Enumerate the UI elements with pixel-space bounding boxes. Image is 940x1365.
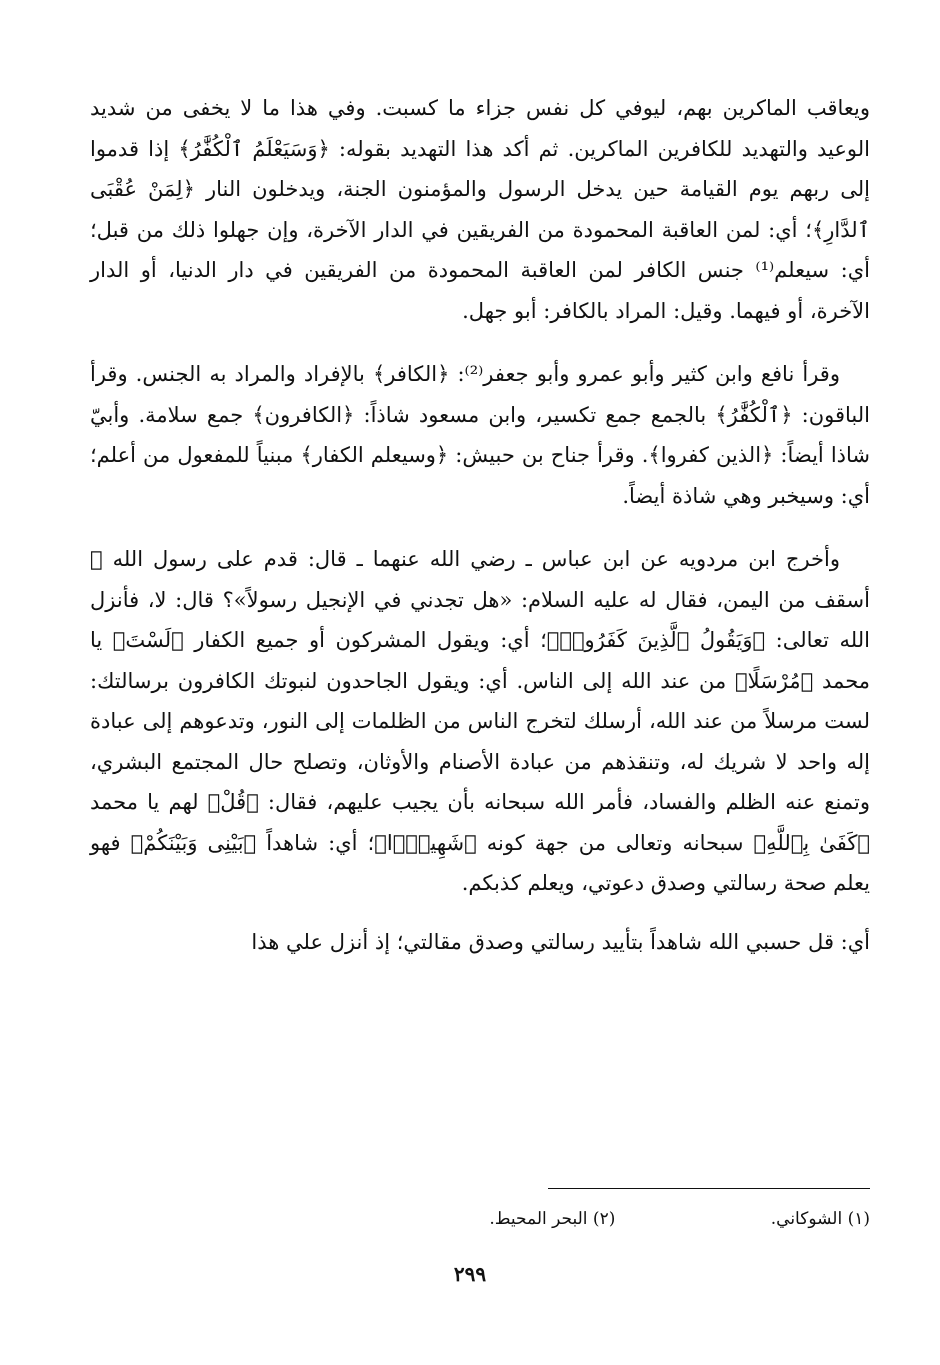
page-number: ٢٩٩ bbox=[453, 1262, 487, 1286]
footnote-1: (١) الشوكاني. bbox=[770, 1209, 870, 1229]
paragraph-4: أي: قل حسبي الله شاهداً بتأييد رسالتي وصدق مقالتي؛ إذ أنزل علي هذا bbox=[251, 929, 870, 954]
paragraph-2: وقرأ نافع وابن كثير وأبو عمرو وأبو جعفر⁽²⁾: ﴿الكافر﴾ بالإفراد والمراد به الجنس. وقرأ الباقون: ﴿ٱلْكُفَّٰرُ﴾ بالجمع جمع تكسير، وابن مسعود شاذاً: ﴿الكافرون﴾ جمع سلامة. وأبيّ شاذا أيضاً: ﴿الذين كفروا﴾. وقرأ جناح بن حبيش: ﴿وسيعلم الكفار﴾ مبنياً للمفعول من أعلم؛ أي: وسيخبر وهي شاذة أيضاً. bbox=[90, 362, 870, 508]
paragraph-1: ويعاقب الماكرين بهم، ليوفي كل نفس جزاء ما كسبت. وفي هذا ما لا يخفى من شديد الوعيد والتهديد للكافرين الماكرين. ثم أكد هذا التهديد بقوله: ﴿وَسَيَعْلَمُ ٱلْكُفَّٰرُ﴾ إذا قدموا إلى ربهم يوم القيامة حين يدخل الرسول والمؤمنون الجنة، ويدخلون النار ﴿لِمَنْ عُقْبَى ٱلدَّارِ﴾؛ أي: لمن العاقبة المحمودة من الفريقين في الدار الآخرة، وإن جهلوا ذلك من قبل؛ أي: سيعلم⁽¹⁾ جنس الكافر لمن العاقبة المحمودة من الفريقين في دار الدنيا، أو الدار الآخرة، أو فيهما. وقيل: المراد بالكافر: أبو جهل. bbox=[90, 96, 871, 323]
paragraph-3: وأخرج ابن مردويه عن ابن عباس ـ رضي الله عنهما ـ قال: قدم على رسول الله ﷺ أسقف من اليمن، فقال له عليه السلام: «هل تجدني في الإنجيل رسولاً»؟ قال: لا، فأنزل الله تعالى: ﴿وَيَقُولُ ٱلَّذِينَ كَفَرُوا۟﴾؛ أي: ويقول المشركون أو جميع الكفار ﴿لَسْتَ﴾ يا محمد ﴿مُرْسَلًا﴾ من عند الله إلى الناس. أي: ويقول الجاحدون لنبوتك الكافرون برسالتك: لست مرسلاً من عند الله، أرسلك لتخرج الناس من الظلمات إلى النور، وتدعوهم إلى عبادة إله واحد لا شريك له، وتنقذهم من عبادة الأصنام والأوثان، وتصلح حال المجتمع البشري، وتمنع عنه الظلم والفساد، فأمر الله سبحانه بأن يجيب عليهم، فقال: ﴿قُلْ﴾ لهم يا محمد ﴿كَفَىٰ بِٱللَّهِ﴾ سبحانه وتعالى من جهة كونه ﴿شَهِيدًۢا﴾؛ أي: شاهداً ﴿بَيْنِى وَبَيْنَكُمْ﴾ فهو يعلم صحة رسالتي وصدق دعوتي، ويعلم كذبكم. bbox=[90, 547, 870, 895]
footnotes bbox=[489, 1204, 870, 1234]
footnote-divider bbox=[548, 1188, 870, 1189]
footnote-2: (٢) البحر المحيط. bbox=[489, 1209, 616, 1229]
page-body bbox=[90, 88, 870, 962]
